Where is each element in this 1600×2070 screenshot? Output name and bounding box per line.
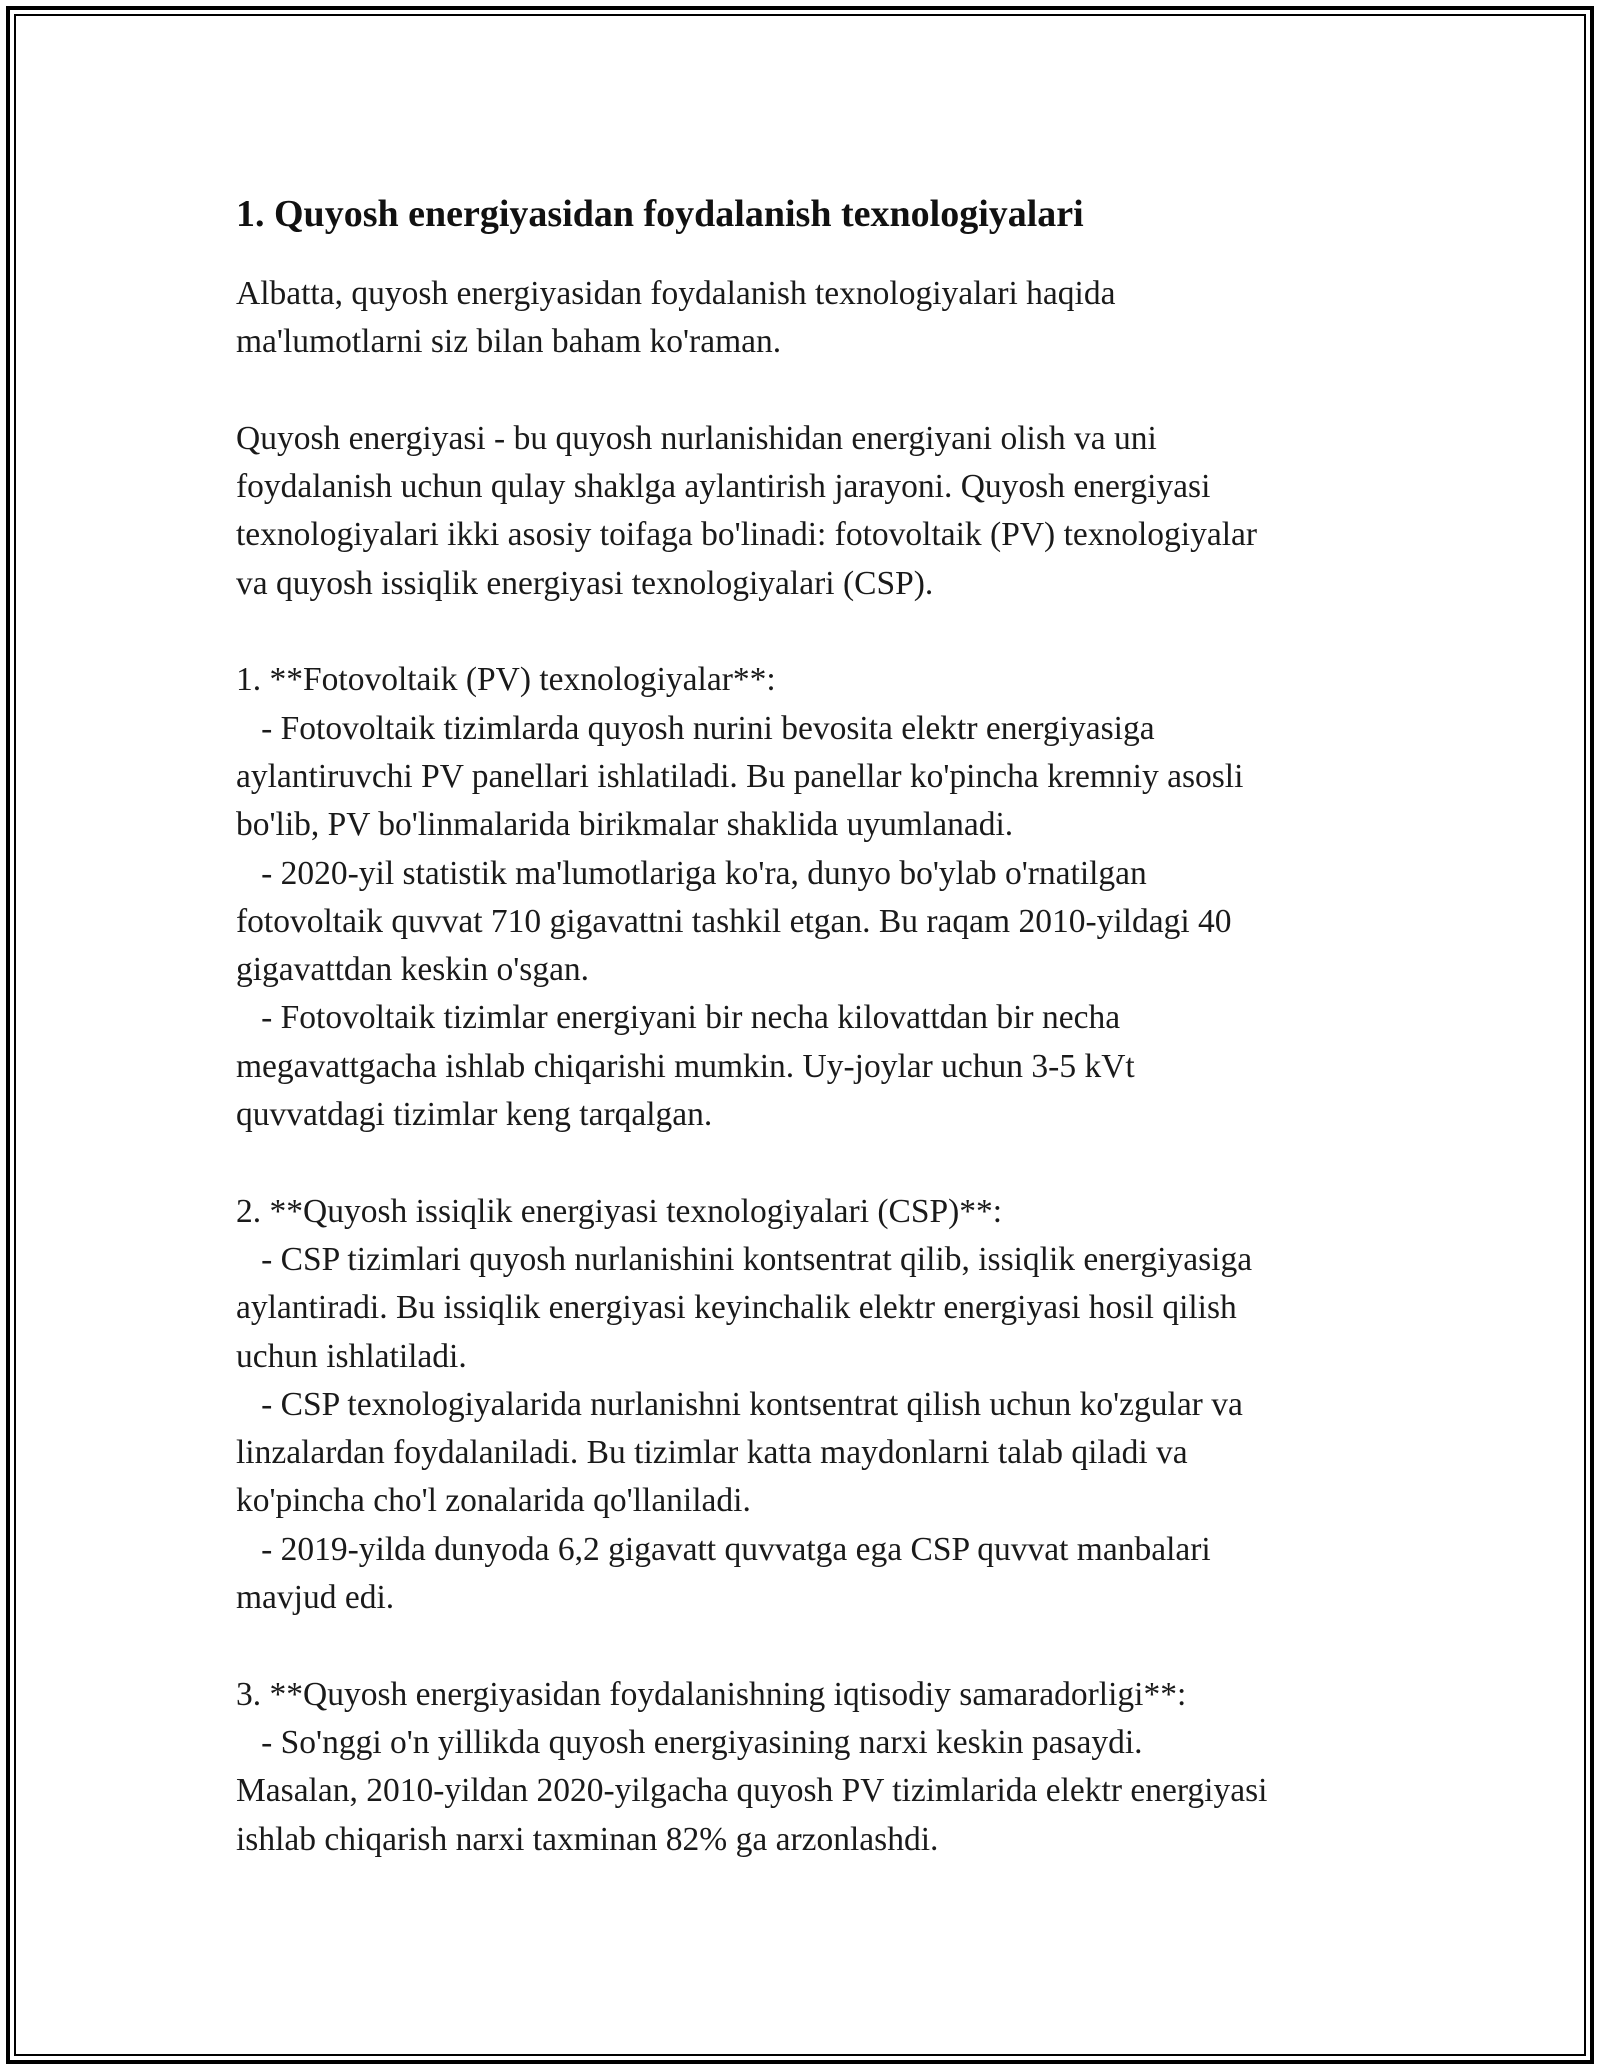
intro-paragraph: Albatta, quyosh energiyasidan foydalanish texnologiyalari haqida ma'lumotlarni siz bilan baham ko'raman. [236,275,1116,361]
paragraph-spacer [236,367,1386,415]
section-csp-technologies: 2. **Quyosh issiqlik energiyasi texnologiyalari (CSP)**: - CSP tizimlari quyosh nurlanishini kontsentrat qilib, issiqlik energiyasiga aylantiradi. Bu issiqlik energiyasi keyinchalik elektr energiyasi hosil qilish uchun ishlatiladi. - CSP texnologiyalarida nurlanishni kontsentrat qilish uchun ko'zgular va linzalardan foydalaniladi. Bu tizimlar katta maydonlarni talab qiladi va ko'pincha cho'l zonalarida qo'llaniladi. - 2019-yilda dunyoda 6,2 gigavatt quvvatga ega CSP quvvat manbalari mavjud edi. [236,1192,1253,1617]
paragraph-spacer [236,1622,1386,1670]
section-pv-technologies: 1. **Fotovoltaik (PV) texnologiyalar**: - Fotovoltaik tizimlarda quyosh nurini bevosita elektr energiyasiga aylantiruvchi PV panellari ishlatiladi. Bu panellar ko'pincha kremniy asosli bo'lib, PV bo'linmalarida birikmalar shaklida uyumlanadi. - 2020-yil statistik ma'lumotlariga ko'ra, dunyo bo'ylab o'rnatilgan fotovoltaik quvvat 710 gigavattni tashkil etgan. Bu raqam 2010-yildagi 40 gigavattdan keskin o'sgan. - Fotovoltaik tizimlar energiyani bir necha kilovattdan bir necha megavattgacha ishlab chiqarishi mumkin. Uy-joylar uchun 3-5 kVt quvvatdagi tizimlar keng tarqalgan. [236,661,1244,1134]
document-body [236,186,1386,1864]
section-economic-efficiency: 3. **Quyosh energiyasidan foydalanishning iqtisodiy samaradorligi**: - So'nggi o'n yillikda quyosh energiyasining narxi keskin pasaydi. Masalan, 2010-yildan 2020-yilgacha quyosh PV tizimlarida elektr energiyasi ishlab chiqarish narxi taxminan 82% ga arzonlashdi. [236,1675,1268,1858]
paragraph-spacer [236,1139,1386,1187]
paragraph-spacer [236,608,1386,656]
definition-paragraph: Quyosh energiyasi - bu quyosh nurlanishidan energiyani olish va uni foydalanish uchun qulay shaklga aylantirish jarayoni. Quyosh energiyasi texnologiyalari ikki asosiy toifaga bo'linadi: fotovoltaik (PV) texnologiyalar va quyosh issiqlik energiyasi texnologiyalari (CSP). [236,419,1258,602]
document-title: 1. Quyosh energiyasidan foydalanish texnologiyalari [236,193,1084,235]
